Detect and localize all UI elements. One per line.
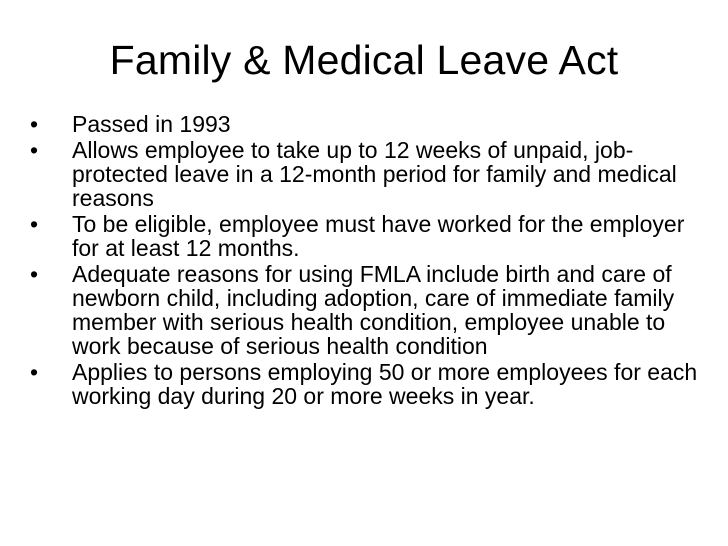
bullet-text: Adequate reasons for using FMLA include birth and care of newborn child, including adoption, care of immediate family member with serious health condition, employee unable to work because of serious health condition bbox=[72, 261, 675, 359]
bullet-text: Passed in 1993 bbox=[72, 111, 231, 137]
slide-title: Family & Medical Leave Act bbox=[109, 37, 619, 83]
bullet-item-1 bbox=[30, 112, 710, 136]
bullet-item-5 bbox=[30, 360, 710, 408]
bullet-text: To be eligible, employee must have worked for the employer for at least 12 months. bbox=[72, 211, 685, 261]
bullet-icon: • bbox=[30, 137, 39, 163]
bullet-item-3 bbox=[30, 212, 710, 260]
bullet-list bbox=[30, 112, 710, 410]
bullet-icon: • bbox=[30, 359, 39, 385]
bullet-icon: • bbox=[30, 111, 39, 137]
bullet-icon: • bbox=[30, 211, 39, 237]
bullet-item-2 bbox=[30, 138, 710, 210]
bullet-item-4 bbox=[30, 262, 710, 358]
bullet-text: Applies to persons employing 50 or more employees for each working day during 20 or more weeks in year. bbox=[72, 359, 698, 409]
bullet-icon: • bbox=[30, 261, 39, 287]
bullet-text: Allows employee to take up to 12 weeks of unpaid, job-protected leave in a 12-month period for family and medical reasons bbox=[72, 137, 677, 211]
